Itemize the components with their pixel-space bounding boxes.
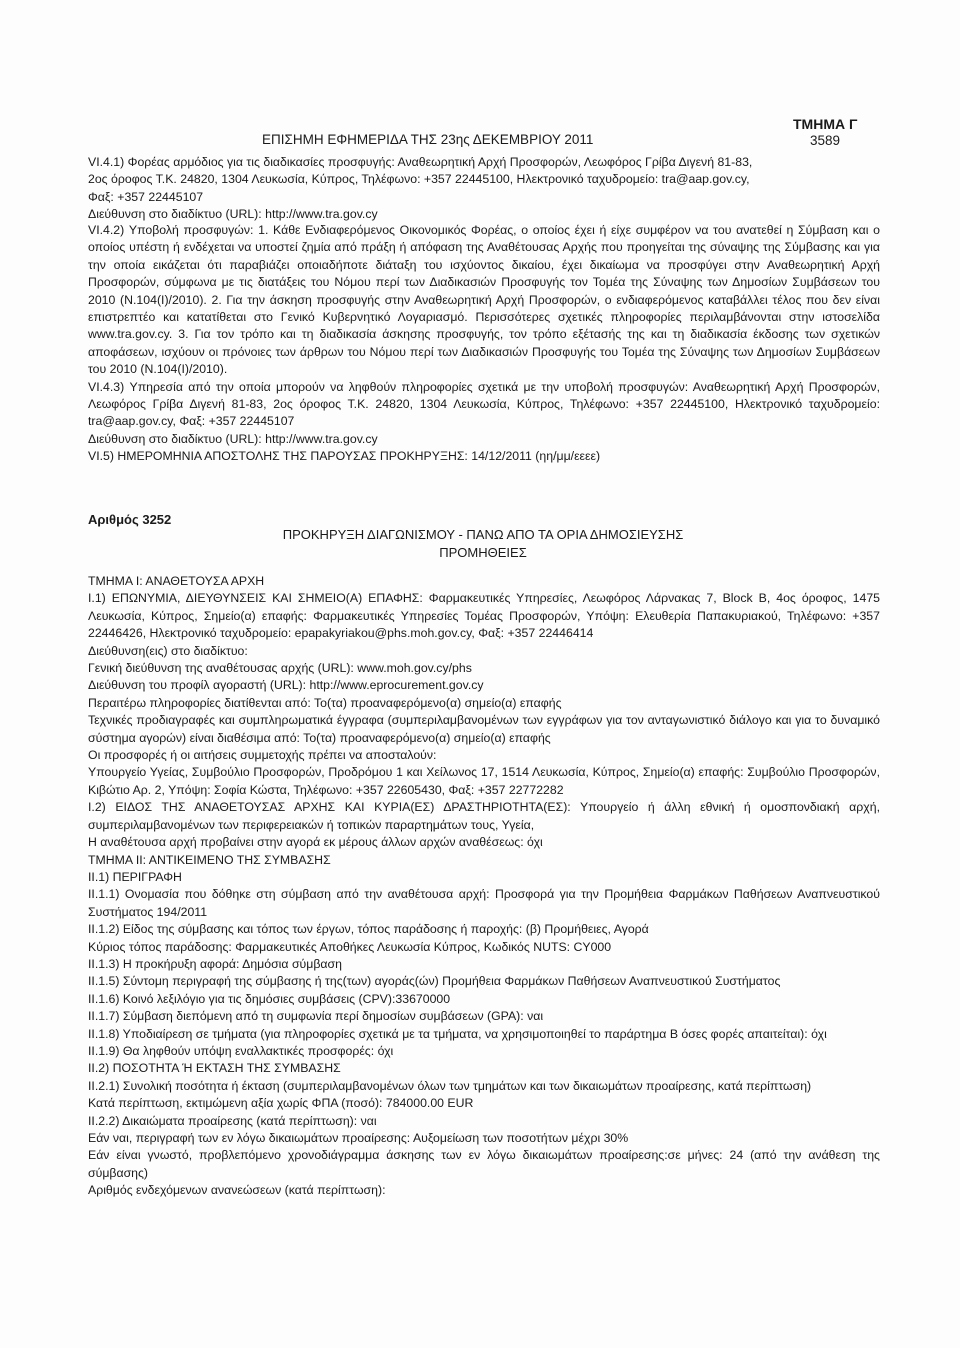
text-paragraph: ΙΙ.1.8) Υποδιαίρεση σε τμήματα (για πληροφορίες σχετικά με τα τμήματα, να χρησιμοποιηθεί το παράρτημα Β όσες φορές απαιτείται): όχι bbox=[88, 1026, 827, 1041]
notice-body bbox=[88, 573, 880, 1200]
text-line: ΙΙ.1.9) Θα ληφθούν υπόψη εναλλακτικές προσφορές: όχι bbox=[88, 1043, 394, 1058]
text-line: ΤΜΗΜΑ Ι: ΑΝΑΘΕΤΟΥΣΑ ΑΡΧΗ bbox=[88, 574, 265, 588]
text-line: ΙΙ.1) ΠΕΡΙΓΡΑΦΗ bbox=[88, 869, 182, 884]
text-line: Περαιτέρω πληροφορίες διατίθενται από: Το(τα) προαναφερόμενο(α) σημείο(α) επαφής bbox=[88, 695, 562, 710]
text-line: Εάν ναι, περιγραφή των εν λόγω δικαιωμάτων προαίρεσης: Αυξομείωση των ποσοτήτων μέχρι 30% bbox=[88, 1131, 629, 1145]
text-line: ΙΙ.1.2) Είδος της σύμβασης και τόπος των έργων, τόπος παράδοσης ή παροχής: (β) Προμήθειες, Αγορά bbox=[88, 922, 649, 937]
text-line: Διεύθυνση του προφίλ αγοραστή (URL): http://www.eprocurement.gov.cy bbox=[88, 678, 484, 693]
text-line: Αριθμός ενδεχόμενων ανανεώσεων (κατά περίπτωση): bbox=[88, 1183, 386, 1198]
notice-number: Αριθμός 3252 bbox=[88, 512, 172, 527]
text-paragraph: Εάν είναι γνωστό, προβλεπόμενο χρονοδιάγραμμα άσκησης των εν λόγω δικαιωμάτων προαίρεσης:σε μήνες: 24 (από την ανάθεση της σύμβασης) bbox=[88, 1148, 880, 1180]
text-line: ΙΙ.1.3) Η προκήρυξη αφορά: Δημόσια σύμβαση bbox=[88, 956, 342, 971]
text-line: Διεύθυνση στο διαδίκτυο (URL): http://www.tra.gov.cy bbox=[88, 431, 378, 446]
text-line: 2ος όροφος Τ.Κ. 24820, 1304 Λευκωσία, Κύπρος, Τηλέφωνο: +357 22445100, Ηλεκτρονικό ταχυδρομείο: tra@aap.gov.cy, bbox=[88, 172, 750, 187]
text-paragraph: Ι.1) ΕΠΩΝΥΜΙΑ, ΔΙΕΥΘΥΝΣΕΙΣ ΚΑΙ ΣΗΜΕΙΟ(Α) ΕΠΑΦΗΣ: Φαρμακευτικές Υπηρεσίες, Λεωφόρος Λάρνακας 7, Block Β, 4ος όροφος, 1475 Λευκωσία, Κύπρος, Σημείο(α) επαφής: Φαρμακευτικές Υπηρεσίες Τομέας Προσφορών, Υπόψη: Ελευθερία Παπακυριακού, Τηλέφωνο: +357 22446426, Ηλεκτρονικό ταχυδρομείο: epapakyriakou@phs.moh.gov.cy, Φαξ: +357 22446414 bbox=[88, 591, 880, 641]
text-paragraph: Υπουργείο Υγείας, Συμβούλιο Προσφορών, Προδρόμου 1 και Χείλωνος 17, 1514 Λευκωσία, Κύπρος, Σημείο(α) επαφής: Συμβούλιο Προσφορών, Κιβώτιο Αρ. 2, Υπόψη: Σοφία Κώστα, Τηλέφωνο: +357 22605430, Φαξ: +357 22772282 bbox=[88, 765, 880, 797]
text-line: ΙΙ.1.6) Κοινό λεξιλόγιο για τις δημόσιες συμβάσεις (CPV):33670000 bbox=[88, 991, 451, 1006]
text-paragraph: Τεχνικές προδιαγραφές και συμπληρωματικά έγγραφα (συμπεριλαμβανομένων των εγγράφων για τον ανταγωνιστικό διάλογο και για το δυναμικό σύστημα αγορών) είναι διαθέσιμα από: Το(τα) προαναφερόμενο(α) σημείο(α) επαφής bbox=[88, 713, 880, 745]
gazette-header: ΕΠΙΣΗΜΗ ΕΦΗΜΕΡΙΔΑ ΤΗΣ 23ης ΔΕΚΕΜΒΡΙΟΥ 2011 bbox=[262, 132, 594, 147]
text-line: Γενική διεύθυνση της αναθέτουσας αρχής (URL): www.moh.gov.cy/phs bbox=[88, 661, 472, 676]
text-line: ΙΙ.1.7) Σύμβαση διεπόμενη από τη συμφωνία περί δημοσίων συμβάσεων (GPA): ναι bbox=[88, 1009, 544, 1024]
previous-notice-contact bbox=[88, 154, 880, 224]
text-paragraph: Ι.2) ΕΙΔΟΣ ΤΗΣ ΑΝΑΘΕΤΟΥΣΑΣ ΑΡΧΗΣ ΚΑΙ ΚΥΡΙΑ(ΕΣ) ΔΡΑΣΤΗΡΙΟΤΗΤΑ(ΕΣ): Υπουργείο ή άλλη εθνική ή ομοσπονδιακή αρχή, συμπεριλαμβανομένων των περιφερειακών ή τοπικών παραρτημάτων τους, Υγεία, bbox=[88, 800, 880, 832]
text-paragraph: VI.4.2) Υποβολή προσφυγών: 1. Κάθε Ενδιαφερόμενος Οικονομικός Φορέας, ο οποίος έχει ή είχε συμφέρον να του ανατεθεί η Σύμβαση και ο οποίος υπέστη ή ενδέχεται να υποστεί ζημία από πράξη ή απόφαση της Αναθέτουσας Αρχής που προηγείται της σύναψης της Σύμβασης και για την οποία εικάζεται ότι παραβιάζει οποιαδήποτε διάταξη του ισχύοντος δικαίου, έχει δικαίωμα να προσφύγει στην Αναθεωρητική Αρχή Προσφορών, σύμφωνα με τις διατάξεις του Νόμου περί των Διαδικασιών Προσφυγής τον Τομέα της Σύναψης των Δημοσίων Συμβάσεων του 2010 (Ν.104(Ι)/2010). 2. Για την άσκηση προσφυγής στην Αναθεωρητική Αρχή Προσφορών, ο ενδιαφερόμενος καταβάλλει τέλος που δεν είναι επιστρεπτέο και κατατίθεται στο Γενικό Κυβερνητικό Λογαριασμό. Περισσότερες σχετικές πληροφορίες περιλαμβάνονται στην ιστοσελίδα www.tra.gov.cy. 3. Για τον τρόπο και τη διαδικασία άσκησης προσφυγής, τον τρόπο εξέτασής της και τη διαδικασία έκδοσης των σχετικών αποφάσεων, ισχύουν οι πρόνοιες των άρθρων του Νόμου περί των Διαδικασιών Προσφυγής του Τομέα της Σύναψης των Δημοσίων Συμβάσεων του 2010 (Ν.104(Ι)/2010). bbox=[88, 223, 880, 377]
text-line: Διεύθυνση(εις) στο διαδίκτυο: bbox=[88, 643, 248, 658]
notice-title-line: ΠΡΟΚΗΡΥΞΗ ΔΙΑΓΩΝΙΣΜΟΥ - ΠΑΝΩ ΑΠΟ ΤΑ ΟΡΙΑ ΔΗΜΟΣΙΕΥΣΗΣ bbox=[282, 527, 684, 542]
text-line: Φαξ: +357 22445107 bbox=[88, 189, 204, 204]
text-line: VI.4.1) Φορέας αρμόδιος για τις διαδικασίες προσφυγής: Αναθεωρητική Αρχή Προσφορών, Λεωφόρος Γρίβα Διγενή 81-83, bbox=[88, 155, 753, 169]
text-line: VI.5) ΗΜΕΡΟΜΗΝΙΑ ΑΠΟΣΤΟΛΗΣ ΤΗΣ ΠΑΡΟΥΣΑΣ ΠΡΟΚΗΡΥΞΗΣ: 14/12/2011 (ηη/μμ/εεεε) bbox=[88, 449, 601, 464]
text-line: Κατά περίπτωση, εκτιμώμενη αξία χωρίς ΦΠΑ (ποσό): 784000.00 EUR bbox=[88, 1096, 474, 1111]
text-line: ΤΜΗΜΑ ΙΙ: ΑΝΤΙΚΕΙΜΕΝΟ ΤΗΣ ΣΥΜΒΑΣΗΣ bbox=[88, 852, 331, 867]
notice-title-line: ΠΡΟΜΗΘΕΙΕΣ bbox=[439, 545, 527, 560]
text-paragraph: ΙΙ.2.1) Συνολική ποσότητα ή έκταση (συμπεριλαμβανομένων όλων των τμημάτων και των δικαιωμάτων προαίρεσης, κατά περίπτωση) bbox=[88, 1078, 812, 1093]
text-line: Οι προσφορές ή οι αιτήσεις συμμετοχής πρέπει να αποσταλούν: bbox=[88, 748, 437, 763]
text-paragraph: ΙΙ.1.1) Ονομασία που δόθηκε στη σύμβαση από την αναθέτουσα αρχή: Προσφορά για την Προμήθεια Φαρμάκων Παθήσεων Αναπνευστικού Συστήματος 194/2011 bbox=[88, 887, 880, 919]
text-line: Κύριος τόπος παράδοσης: Φαρμακευτικές Αποθήκες Λευκωσία Κύπρος, Κωδικός NUTS: CY000 bbox=[88, 939, 612, 954]
previous-notice-appeals bbox=[88, 222, 880, 466]
text-line: Η αναθέτουσα αρχή προβαίνει στην αγορά εκ μέρους άλλων αρχών αναθέσεως: όχι bbox=[88, 835, 543, 850]
section-label: ΤΜΗΜΑ Γ bbox=[793, 116, 858, 132]
notice-title bbox=[240, 526, 726, 562]
text-line: ΙΙ.2) ΠΟΣΟΤΗΤΑ Ή ΕΚΤΑΣΗ ΤΗΣ ΣΥΜΒΑΣΗΣ bbox=[88, 1061, 341, 1076]
text-paragraph: VI.4.3) Υπηρεσία από την οποία μπορούν να ληφθούν πληροφορίες σχετικά με την υποβολή προσφυγών: Αναθεωρητική Αρχή Προσφορών, Λεωφόρος Γρίβα Διγενή 81-83, 2ος όροφος Τ.Κ. 24820, 1304 Λευκωσία, Κύπρος, Τηλέφωνο: +357 22445100, Ηλεκτρονικό ταχυδρομείο: tra@aap.gov.cy, Φαξ: +357 22445107 bbox=[88, 379, 880, 429]
text-line: ΙΙ.2.2) Δικαιώματα προαίρεσης (κατά περίπτωση): ναι bbox=[88, 1113, 377, 1128]
page-number: 3589 bbox=[810, 133, 841, 148]
text-line: Διεύθυνση στο διαδίκτυο (URL): http://www.tra.gov.cy bbox=[88, 207, 378, 222]
text-paragraph: ΙΙ.1.5) Σύντομη περιγραφή της σύμβασης ή της(των) αγοράς(ών) Προμήθεια Φαρμάκων Παθήσεων Αναπνευστικού Συστήματος bbox=[88, 974, 781, 989]
